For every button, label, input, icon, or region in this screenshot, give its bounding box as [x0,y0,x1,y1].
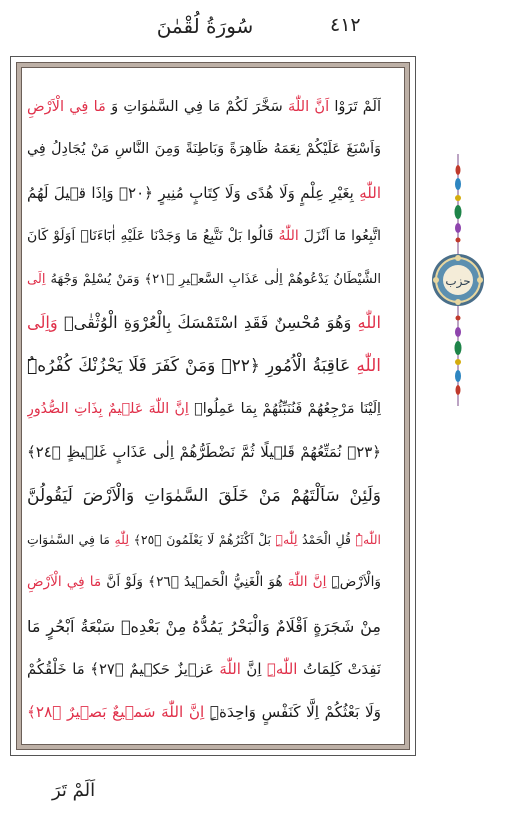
verse-phrase: وَهُوَ مُحْسِنٌ فَقَدِ اسْتَمْسَكَ بِالْعُرْوَةِ الْوُثْقٰىۜ [57,313,352,333]
verse-line [27,172,381,215]
verse-phrase: مَا فِي السَّمٰوَاتِ [27,531,110,547]
verse-phrase: هُوَ الْغَنِيُّ الْحَم۪يدُ ﴿٢٦﴾ وَلَوْ اَنَّ [101,574,283,591]
verse-phrase: وَالْاَرْضِۜ [326,574,381,591]
highlighted-phrase: مَا فِي الْاَرْضِ [27,574,102,591]
verse-text-block [27,85,381,734]
highlighted-phrase: وَاِلَى [27,313,58,333]
highlighted-phrase: اِنَّ اللّٰهَ سَم۪يعٌ بَص۪يرٌ ﴿٢٨﴾ [27,703,205,722]
verse-phrase: بَلْ اَكْثَرُهُمْ لَا يَعْلَمُونَ ﴿٢٥﴾ [129,531,271,547]
verse-phrase: مِنْ شَجَرَةٍ اَقْلَامٌ وَالْبَحْرُ يَمُدُّهُ مِنْ بَعْدِه۪ سَبْعَةُ اَبْحُرٍ مَا [27,616,381,636]
highlighted-phrase: لِلّٰهِ [109,531,130,547]
verse-line [27,691,381,734]
verse-phrase: اِلَيْنَا مَرْجِعُهُمْ فَنُنَبِّئُهُمْ بِمَا عَمِلُواۜ [188,401,381,418]
verse-line [27,561,381,604]
page-frame [10,56,416,756]
verse-line [27,345,381,388]
verse-line [27,648,381,691]
highlighted-phrase: اللّٰهِ [351,313,381,333]
verse-line [27,431,381,474]
highlighted-phrase: اِنَّ اللّٰهَ عَل۪يمٌ بِذَاتِ الصُّدُورِ [27,401,189,418]
verse-line [27,388,381,431]
page-number: ٤١٢ [330,14,361,36]
highlighted-phrase: لِلّٰهِۜ [270,531,298,547]
page-header [0,0,518,54]
verse-line [27,128,381,171]
verse-phrase: سَخَّرَ لَكُمْ مَا فِي السَّمٰوَاتِ وَ [105,98,283,115]
hizb-marker-ornament [428,150,488,410]
verse-phrase: الشَّيْطَانُ يَدْعُوهُمْ اِلٰى عَذَابِ السَّع۪يرِ ﴿٢١﴾ وَمَنْ يُسْلِمْ وَجْهَهُ [45,272,381,288]
verse-line [27,85,381,128]
verse-phrase: عَاقِبَةُ الْاُمُورِ ﴿٢٢﴾ وَمَنْ كَفَرَ فَلَا يَحْزُنْكَ كُفْرُهُۜ [27,355,351,376]
verse-phrase: قَالُوا بَلْ نَتَّبِعُ مَا وَجَدْنَا عَلَيْهِ اٰبَٓاءَنَاۜ اَوَلَوْ كَانَ [27,227,274,244]
verse-line [27,301,381,344]
highlighted-phrase: مَا فِي الْاَرْضِ [27,98,106,115]
surah-title: سُورَةُ لُقْمٰنَ [156,14,254,38]
highlighted-phrase: اِلَى [27,272,46,288]
verse-phrase: عَز۪يزٌ حَك۪يمٌ ﴿٢٧﴾ مَا خَلْقُكُمْ [27,659,214,678]
highlighted-phrase: اللّٰهِۜ [261,659,298,678]
highlighted-phrase: اللّٰهَ [213,659,241,678]
highlighted-phrase: اللّٰهِ [353,183,381,202]
verse-phrase: اتَّبِعُوا مَٓا اَنْزَلَ [298,227,381,244]
highlighted-phrase: اللّٰهُ [273,227,299,244]
highlighted-phrase: اِنَّ اللّٰهَ [282,574,327,591]
verse-phrase: قُلِ الْحَمْدُ [297,531,351,547]
verse-phrase: بِغَيْرِ عِلْمٍ وَلَا هُدًى وَلَا كِتَابٍ مُنِيرٍ ﴿٢٠﴾ وَاِذَا ق۪يلَ لَهُمُ [27,183,354,202]
verse-phrase: اَلَمْ تَرَوْا [329,98,381,115]
verse-line [27,518,381,561]
verse-line [27,215,381,258]
verse-phrase: وَلَا بَعْثُكُمْ اِلَّا كَنَفْسٍ وَاحِدَةٍۜ [204,703,381,722]
highlighted-phrase: اَنَّ اللّٰهَ [282,98,330,115]
verse-line [27,605,381,648]
verse-phrase: وَاَسْبَغَ عَلَيْكُمْ نِعَمَهُ ظَاهِرَةً وَبَاطِنَةً وَمِنَ النَّاسِ مَنْ يُجَادِلُ فِي [27,141,381,158]
verse-line [27,258,381,301]
medallion-label: حزب [445,274,471,288]
highlighted-phrase: اللّٰهُۜ [350,531,381,547]
verse-phrase: اِنَّ [240,659,262,678]
verse-phrase: ﴿٢٣﴾ نُمَتِّعُهُمْ قَل۪يلًا ثُمَّ نَضْطَرُّهُمْ اِلٰى عَذَابٍ غَل۪يظٍ ﴿٢٤﴾ [27,443,381,462]
verse-line [27,475,381,518]
highlighted-phrase: اللّٰهِ [350,355,381,376]
verse-phrase: وَلَئِنْ سَاَلْتَهُمْ مَنْ خَلَقَ السَّمٰوَاتِ وَالْاَرْضَ لَيَقُولُنَّ [27,485,381,506]
catchword: اَلَمْ تَرَ [52,780,96,801]
hizb-medallion [432,254,484,306]
verse-phrase: نَفِدَتْ كَلِمَاتُ [297,659,381,678]
